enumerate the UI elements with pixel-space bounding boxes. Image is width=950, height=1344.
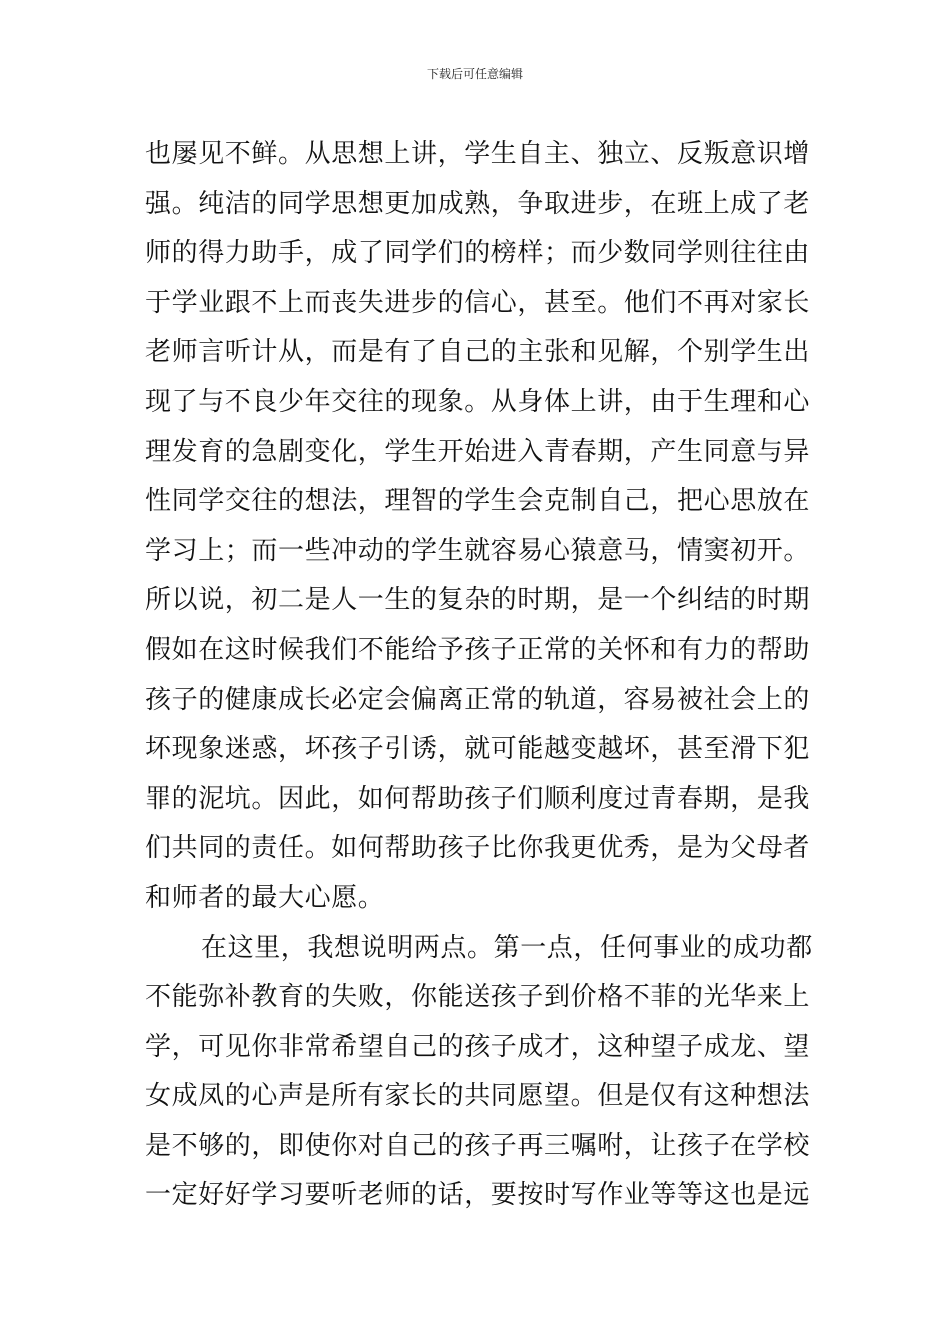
- text-line: 坏现象迷惑，坏孩子引诱，就可能越变越坏，甚至滑下犯: [145, 734, 811, 765]
- text-line: 现了与不良少年交往的现象。从身体上讲，由于生理和心: [145, 386, 811, 417]
- text-line: 和师者的最大心愿。: [145, 882, 385, 913]
- text-line: 师的得力助手，成了同学们的榜样；而少数同学则往往由: [145, 238, 811, 269]
- text-line: 于学业跟不上而丧失进步的信心，甚至。他们不再对家长: [145, 287, 811, 318]
- text-line: 孩子的健康成长必定会偏离正常的轨道，容易被社会上的: [145, 684, 811, 715]
- text-line: 理发育的急剧变化，学生开始进入青春期，产生同意与异: [145, 436, 811, 467]
- text-line: 们共同的责任。如何帮助孩子比你我更优秀，是为父母者: [145, 833, 811, 864]
- text-line: 学习上；而一些冲动的学生就容易心猿意马，情窦初开。: [145, 535, 811, 566]
- page-header: 下载后可任意编辑: [426, 67, 523, 81]
- text-line: 罪的泥坑。因此，如何帮助孩子们顺利度过青春期，是我: [145, 783, 811, 814]
- paragraph-1: [145, 130, 811, 924]
- text-line: 也屡见不鲜。从思想上讲，学生自主、独立、反叛意识增: [145, 139, 811, 169]
- text-line: 是不够的，即使你对自己的孩子再三嘱咐，让孩子在学校: [145, 1130, 811, 1161]
- text-line: 所以说，初二是人一生的复杂的时期，是一个纠结的时期: [145, 585, 811, 616]
- text-line: 在这里，我想说明两点。第一点，任何事业的成功都: [201, 932, 813, 963]
- text-line: 一定好好学习要听老师的话，要按时写作业等等这也是远: [145, 1180, 811, 1211]
- text-line: 强。纯洁的同学思想更加成熟，争取进步，在班上成了老: [145, 188, 811, 219]
- text-line: 性同学交往的想法，理智的学生会克制自己，把心思放在: [145, 486, 811, 517]
- text-line: 老师言听计从，而是有了自己的主张和见解，个别学生出: [145, 337, 811, 368]
- text-line: 女成凤的心声是所有家长的共同愿望。但是仅有这种想法: [145, 1081, 811, 1112]
- text-line: 学，可见你非常希望自己的孩子成才，这种望子成龙、望: [145, 1031, 811, 1062]
- text-line: 不能弥补教育的失败，你能送孩子到价格不菲的光华来上: [145, 982, 811, 1013]
- body-text: [145, 130, 813, 1221]
- paragraph-2: [145, 924, 813, 1222]
- text-line: 假如在这时候我们不能给予孩子正常的关怀和有力的帮助: [145, 634, 811, 665]
